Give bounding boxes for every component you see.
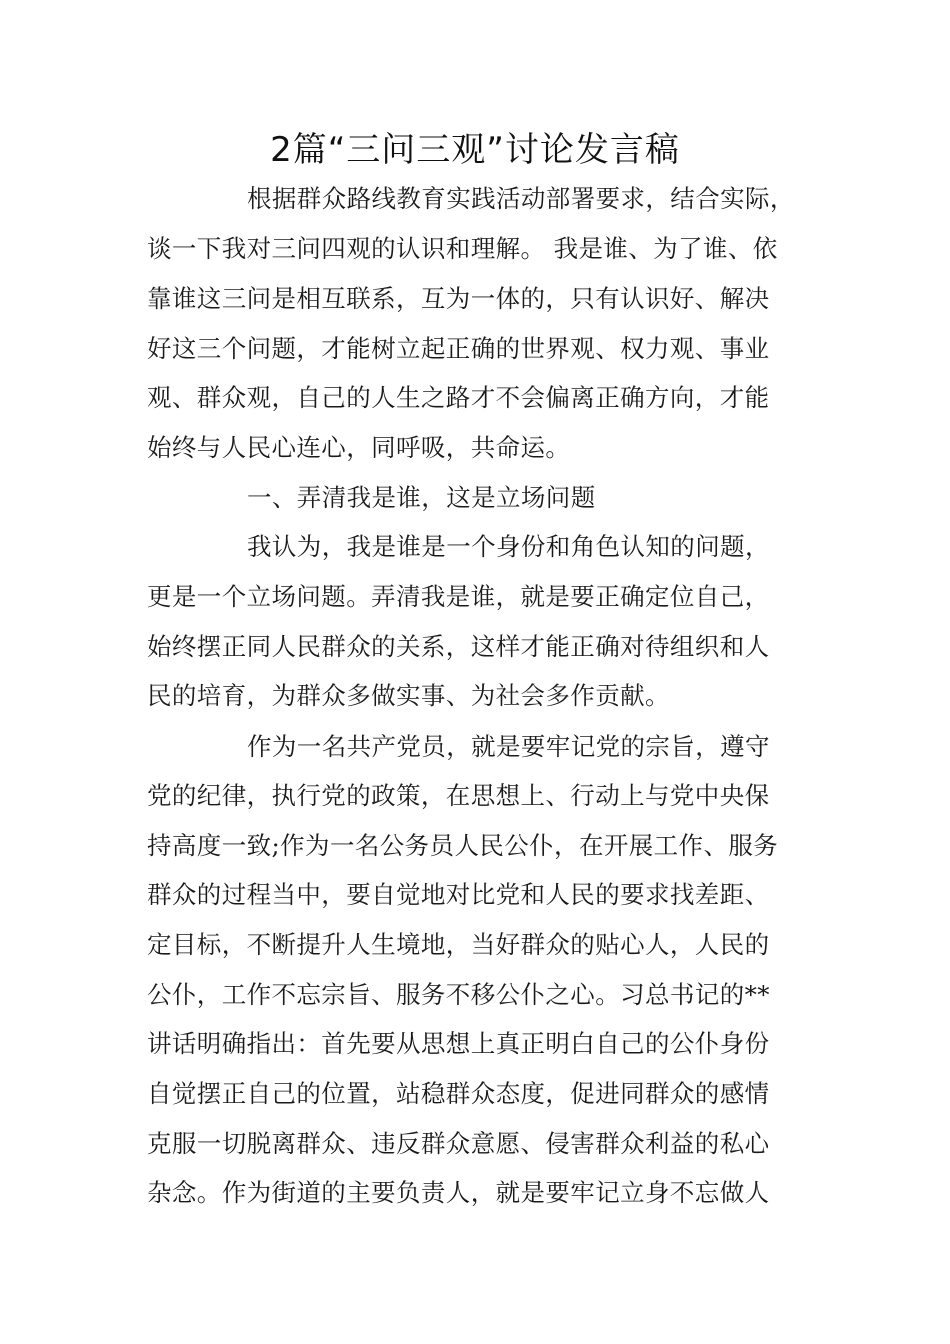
paragraph-line: 定目标，不断提升人生境地，当好群众的贴心人，人民的: [147, 930, 770, 959]
paragraph-line: 始终摆正同人民群众的关系，这样才能正确对待组织和人: [147, 632, 770, 661]
paragraph-line: 自觉摆正自己的位置，站稳群众态度，促进同群众的感情: [147, 1079, 770, 1108]
paragraph-line: 持高度一致;作为一名公务员人民公仆，在开展工作、服务: [147, 831, 779, 860]
paragraph-line: 我认为，我是谁是一个身份和角色认知的问题，: [247, 532, 770, 561]
paragraph-line: 根据群众路线教育实践活动部署要求，结合实际，: [247, 184, 795, 213]
paragraph-line: 群众的过程当中，要自觉地对比党和人民的要求找差距、: [147, 880, 770, 909]
paragraph-line: 公仆，工作不忘宗旨、服务不移公仆之心。习总书记的**: [147, 980, 770, 1009]
paragraph-line: 好这三个问题，才能树立起正确的世界观、权力观、事业: [147, 334, 770, 363]
paragraph-line: 始终与人民心连心，同呼吸，共命运。: [147, 433, 571, 462]
paragraph-line: 党的纪律，执行党的政策，在思想上、行动上与党中央保: [147, 781, 770, 810]
paragraph-line: 讲话明确指出：首先要从思想上真正明白自己的公仆身份: [147, 1029, 770, 1058]
paragraph-line: 更是一个立场问题。弄清我是谁，就是要正确定位自己，: [147, 582, 770, 611]
document-title: 2篇“三问三观”讨论发言稿: [270, 130, 680, 170]
paragraph-line: 民的培育，为群众多做实事、为社会多作贡献。: [147, 681, 670, 710]
paragraph-line: 谈一下我对三问四观的认识和理解。 我是谁、为了谁、依: [147, 234, 778, 263]
paragraph-line: 杂念。作为街道的主要负责人，就是要牢记立身不忘做人: [147, 1178, 770, 1207]
paragraph-line: 观、群众观，自己的人生之路才不会偏离正确方向，才能: [147, 383, 770, 412]
paragraph-line: 克服一切脱离群众、违反群众意愿、侵害群众利益的私心: [147, 1129, 770, 1158]
section-heading: 一、弄清我是谁，这是立场问题: [247, 483, 596, 512]
paragraph-line: 作为一名共产党员，就是要牢记党的宗旨，遵守: [247, 732, 770, 761]
paragraph-line: 靠谁这三问是相互联系，互为一体的，只有认识好、解决: [147, 284, 770, 313]
